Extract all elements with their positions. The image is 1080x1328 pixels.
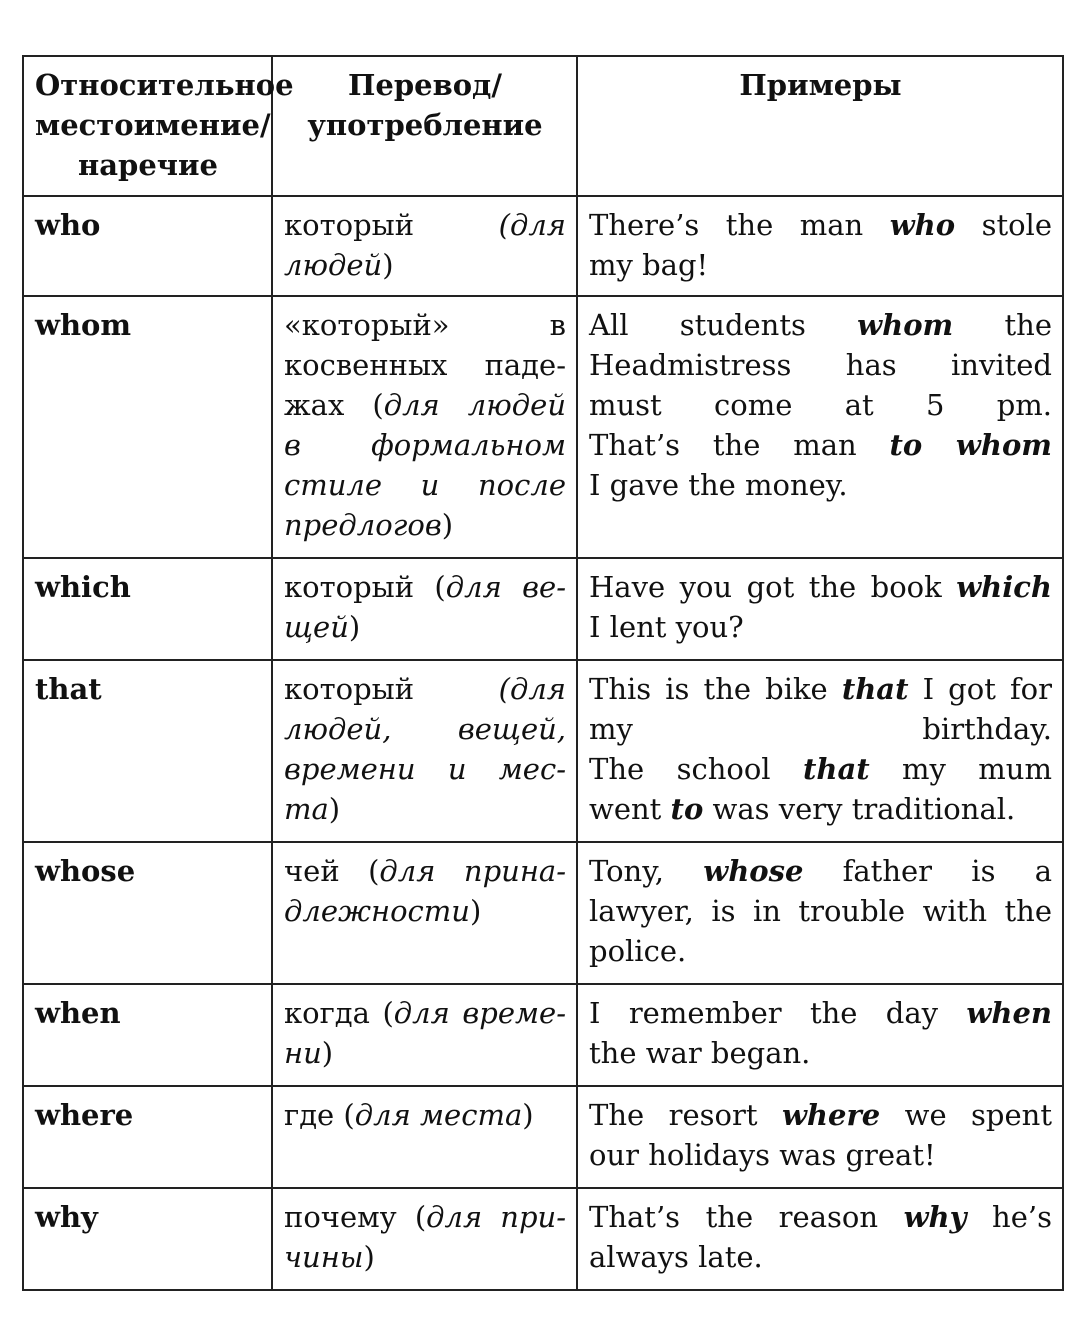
text-run: косвенных паде- [284, 348, 566, 382]
header-row [23, 56, 1063, 196]
text-run: когда ( [284, 996, 394, 1030]
translation-cell [272, 196, 577, 296]
italic-note: длежности [284, 894, 470, 928]
pronoun-cell: whose [23, 842, 272, 984]
example-line [589, 205, 1052, 245]
italic-note: для време- [393, 996, 566, 1030]
italic-note: (для [498, 208, 566, 242]
example-line [589, 709, 1052, 749]
table-row [23, 558, 1063, 660]
text-run: Headmistress has invited [589, 348, 1052, 382]
translation-line [284, 305, 566, 345]
italic-note: чины [284, 1240, 364, 1274]
text-run: This is the bike [589, 672, 842, 706]
translation-cell [272, 1086, 577, 1188]
highlighted-pronoun: to whom [889, 428, 1052, 462]
example-line [589, 1033, 1052, 1073]
table-row [23, 296, 1063, 558]
examples-cell [577, 558, 1063, 660]
italic-note: для ве- [445, 570, 567, 604]
example-line [589, 305, 1052, 345]
translation-cell [272, 296, 577, 558]
translation-line [284, 891, 566, 931]
relative-pronouns-table [22, 55, 1064, 1291]
text-run: father is a [803, 854, 1052, 888]
translation-line [284, 425, 566, 465]
table-row [23, 660, 1063, 842]
italic-note: щей [284, 610, 349, 644]
highlighted-pronoun: who [889, 208, 956, 242]
header-translation-line: употребление [307, 108, 543, 142]
translation-line [284, 1237, 566, 1277]
translation-line [284, 709, 566, 749]
example-line [589, 891, 1052, 931]
highlighted-pronoun: whose [703, 854, 804, 888]
italic-note: стиле и после [284, 468, 566, 502]
table-row [23, 1188, 1063, 1290]
text-run: ) [363, 1240, 375, 1274]
italic-note: та [284, 792, 329, 826]
text-run: the war began. [589, 1036, 811, 1070]
example-line [589, 567, 1052, 607]
text-run: I remember the day [589, 996, 967, 1030]
text-run: ) [382, 248, 394, 282]
translation-line [284, 385, 566, 425]
italic-note: для места [354, 1098, 523, 1132]
example-line [589, 345, 1052, 385]
highlighted-pronoun: to [670, 792, 704, 826]
text-run: must come at 5 pm. [589, 388, 1052, 422]
text-run: went [589, 792, 671, 826]
highlighted-pronoun: which [956, 570, 1052, 604]
text-run: ) [441, 508, 454, 542]
header-pronoun-line: наречие [78, 148, 218, 182]
highlighted-pronoun: that [841, 672, 909, 706]
text-run: «который» в [284, 308, 566, 342]
example-line [589, 1095, 1052, 1135]
example-line [589, 851, 1052, 891]
text-run: There’s the man [589, 208, 890, 242]
pronoun-cell: that [23, 660, 272, 842]
translation-cell [272, 1188, 577, 1290]
example-line [589, 1237, 1052, 1277]
text-run: stole [955, 208, 1052, 242]
pronoun-cell: where [23, 1086, 272, 1188]
translation-line [284, 1033, 566, 1073]
italic-note: предлогов [284, 508, 442, 542]
italic-note: для людей [383, 388, 566, 422]
translation-line [284, 205, 566, 245]
text-run: чей ( [284, 854, 380, 888]
text-run: Have you got the book [589, 570, 957, 604]
table-row [23, 984, 1063, 1086]
text-run: the [953, 308, 1052, 342]
example-line [589, 607, 1052, 647]
text-run: my bag! [589, 248, 709, 282]
table-row [23, 1086, 1063, 1188]
text-run: ) [348, 610, 361, 644]
examples-cell [577, 842, 1063, 984]
examples-cell [577, 660, 1063, 842]
pronoun-cell: who [23, 196, 272, 296]
translation-cell [272, 842, 577, 984]
translation-line [284, 245, 566, 285]
italic-note: людей [284, 248, 383, 282]
example-line [589, 669, 1052, 709]
italic-note: людей, вещей, [284, 712, 566, 746]
grammar-table-document [22, 55, 1062, 1291]
text-run: always late. [589, 1240, 763, 1274]
text-run: That’s the reason [589, 1200, 904, 1234]
text-run: police. [589, 934, 687, 968]
text-run: lawyer, is in trouble with the [589, 894, 1052, 928]
italic-note: времени и мес- [284, 752, 566, 786]
text-run: почему ( [284, 1200, 427, 1234]
text-run: I lent you? [589, 610, 744, 644]
text-run: ) [328, 792, 341, 826]
header-translation-line: Перевод/ [348, 68, 502, 102]
pronoun-cell: whom [23, 296, 272, 558]
text-run: he’s [966, 1200, 1052, 1234]
example-line [589, 385, 1052, 425]
text-run: was very traditional. [703, 792, 1016, 826]
text-run: который ( [284, 570, 446, 604]
header-translation [272, 56, 577, 196]
translation-line [284, 345, 566, 385]
header-examples: Примеры [577, 56, 1063, 196]
text-run: I got for [908, 672, 1053, 706]
example-line [589, 1197, 1052, 1237]
translation-line [284, 851, 566, 891]
example-line [589, 1135, 1052, 1175]
header-pronoun [23, 56, 294, 196]
translation-cell [272, 984, 577, 1086]
text-run: ) [469, 894, 482, 928]
text-run: жах ( [284, 388, 384, 422]
italic-note: ни [284, 1036, 322, 1070]
example-line [589, 749, 1052, 789]
text-run: we spent [880, 1098, 1052, 1132]
translation-line [284, 505, 566, 545]
highlighted-pronoun: that [802, 752, 870, 786]
examples-cell [577, 984, 1063, 1086]
pronoun-cell: why [23, 1188, 272, 1290]
table-row [23, 196, 1063, 296]
table-row [23, 842, 1063, 984]
pronoun-cell: when [23, 984, 272, 1086]
examples-cell [577, 196, 1063, 296]
highlighted-pronoun: where [781, 1098, 881, 1132]
example-line [589, 245, 1052, 285]
text-run: our holidays was great! [589, 1138, 936, 1172]
text-run: I gave the money. [589, 468, 848, 502]
text-run: который [284, 672, 499, 706]
examples-cell [577, 1188, 1063, 1290]
translation-line [284, 465, 566, 505]
text-run: ) [321, 1036, 334, 1070]
highlighted-pronoun: why [903, 1200, 967, 1234]
translation-cell [272, 558, 577, 660]
highlighted-pronoun: when [966, 996, 1052, 1030]
text-run: где ( [284, 1098, 355, 1132]
example-line [589, 789, 1052, 829]
example-line [589, 425, 1052, 465]
example-line [589, 993, 1052, 1033]
italic-note: в формальном [284, 428, 566, 462]
translation-line [284, 607, 566, 647]
translation-cell [272, 660, 577, 842]
text-run: That’s the man [589, 428, 890, 462]
translation-line [284, 749, 566, 789]
example-line [589, 931, 1052, 971]
translation-line [284, 669, 566, 709]
examples-cell [577, 296, 1063, 558]
italic-note: для при- [426, 1200, 567, 1234]
translation-line [284, 993, 566, 1033]
text-run: ) [522, 1098, 534, 1132]
header-pronoun-line: местоимение/ [35, 108, 271, 142]
examples-cell [577, 1086, 1063, 1188]
highlighted-pronoun: whom [857, 308, 954, 342]
text-run: который [284, 208, 499, 242]
header-pronoun-line: Относительное [35, 68, 294, 102]
text-run: Tony, [589, 854, 704, 888]
translation-line [284, 1095, 566, 1135]
italic-note: для прина- [379, 854, 567, 888]
text-run: The school [589, 752, 803, 786]
text-run: All students [589, 308, 858, 342]
example-line [589, 465, 1052, 505]
pronoun-cell: which [23, 558, 272, 660]
text-run: my birthday. [589, 712, 1052, 746]
translation-line [284, 789, 566, 829]
text-run: my mum [869, 752, 1052, 786]
translation-line [284, 1197, 566, 1237]
italic-note: (для [498, 672, 566, 706]
translation-line [284, 567, 566, 607]
text-run: The resort [589, 1098, 782, 1132]
